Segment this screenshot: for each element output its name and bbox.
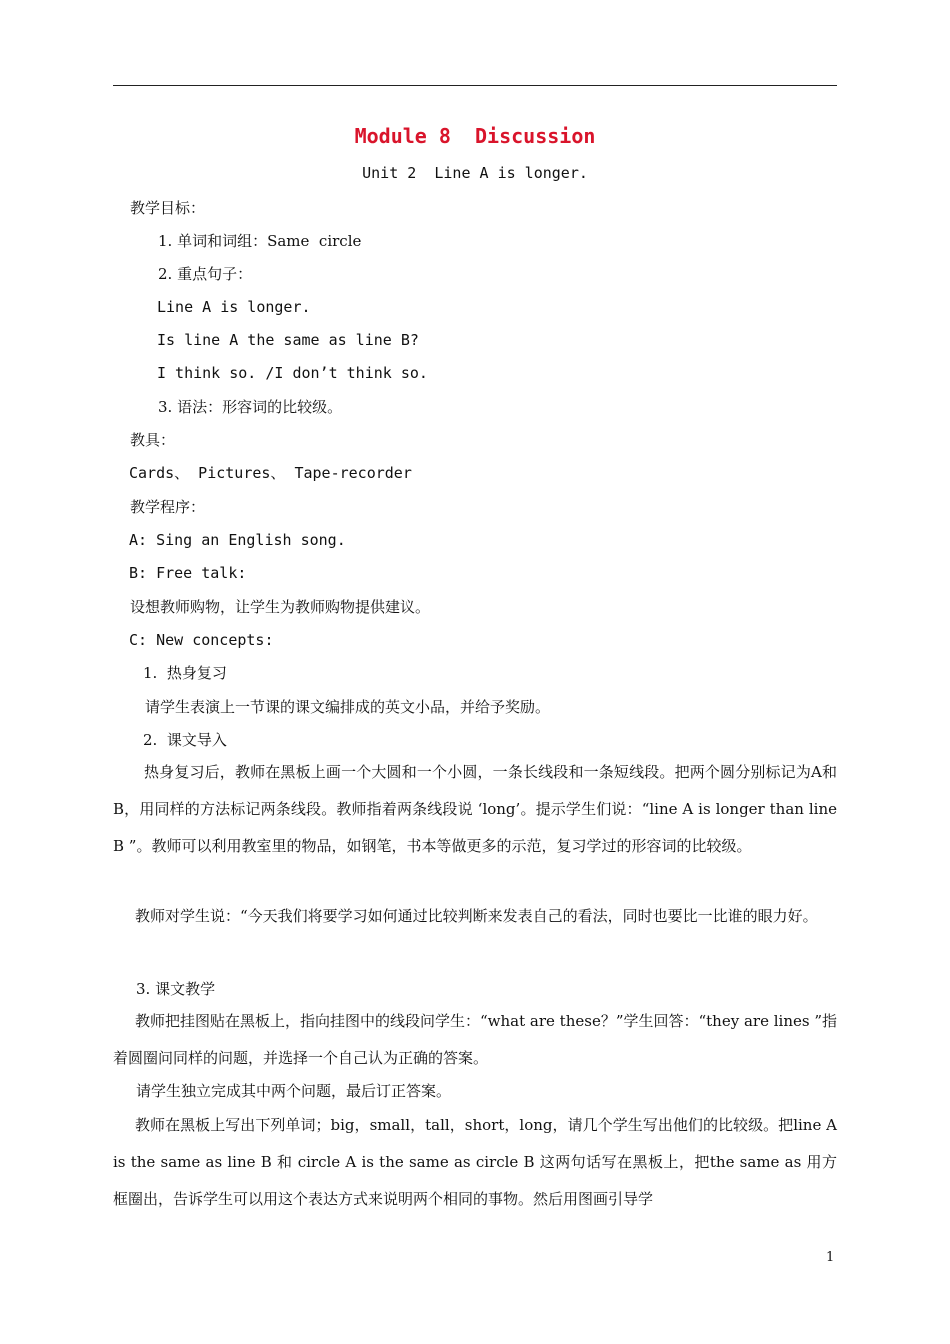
header-rule: [113, 85, 837, 86]
sentence-1: Line A is longer.: [157, 298, 311, 316]
page-title: Module 8 Discussion: [354, 124, 596, 148]
c1-text: 请学生表演上一节课的课文编排成的英文小品，并给予奖励。: [145, 698, 551, 716]
step-b: B: Free talk:: [129, 564, 247, 582]
tools-heading: 教具：: [130, 431, 176, 449]
paragraph-2: 教师对学生说：“今天我们将要学习如何通过比较判断来发表自己的看法，同时也要比一比谁的眼力好。: [135, 907, 818, 925]
objective-2: 2. 重点句子：: [158, 265, 253, 283]
objectives-heading: 教学目标：: [130, 199, 206, 217]
c3-heading: 3. 课文教学: [136, 980, 216, 998]
page-subtitle: Unit 2 Line A is longer.: [362, 164, 588, 182]
step-b-description: 设想教师购物，让学生为教师购物提供建议。: [130, 598, 431, 616]
c1-heading: 1. 热身复习: [143, 664, 227, 682]
sentence-2: Is line A the same as line B?: [157, 331, 419, 349]
step-c: C: New concepts:: [129, 631, 274, 649]
paragraph-4: 请学生独立完成其中两个问题，最后订正答案。: [136, 1082, 452, 1100]
paragraph-5: 教师在黑板上写出下列单词；big，small，tall，short，long，请几个学生写出他们的比较级。把line A is the same as line B 和 circle A is the same as circle B 这两句话写在黑板上，把the same as 用方框圈出，告诉学生可以用这个表达方式来说明两个相同的事物。然后用图画引导学: [113, 1116, 837, 1208]
objective-1: 1. 单词和词组：Same circle: [158, 232, 362, 250]
tools-list: Cards、 Pictures、 Tape-recorder: [129, 464, 412, 482]
procedure-heading: 教学程序：: [130, 498, 206, 516]
sentence-3: I think so. /I don’t think so.: [157, 364, 428, 382]
page-number: 1: [826, 1250, 835, 1265]
c2-heading: 2. 课文导入: [143, 731, 227, 749]
paragraph-3: 教师把挂图贴在黑板上，指向挂图中的线段问学生：“what are these？”学生回答：“they are lines ”指着圆圈问同样的问题，并选择一个自己认为正确的答案。: [113, 1012, 837, 1067]
step-a: A: Sing an English song.: [129, 531, 346, 549]
paragraph-1: 热身复习后，教师在黑板上画一个大圆和一个小圆，一条长线段和一条短线段。把两个圆分别标记为A和B，用同样的方法标记两条线段。教师指着两条线段说 ‘long’。提示学生们说：“line A is longer than line B ”。教师可以利用教室里的物品，如钢笔，书本等做更多的示范，复习学过的形容词的比较级。: [113, 763, 837, 855]
objective-3: 3. 语法：形容词的比较级。: [158, 398, 343, 416]
